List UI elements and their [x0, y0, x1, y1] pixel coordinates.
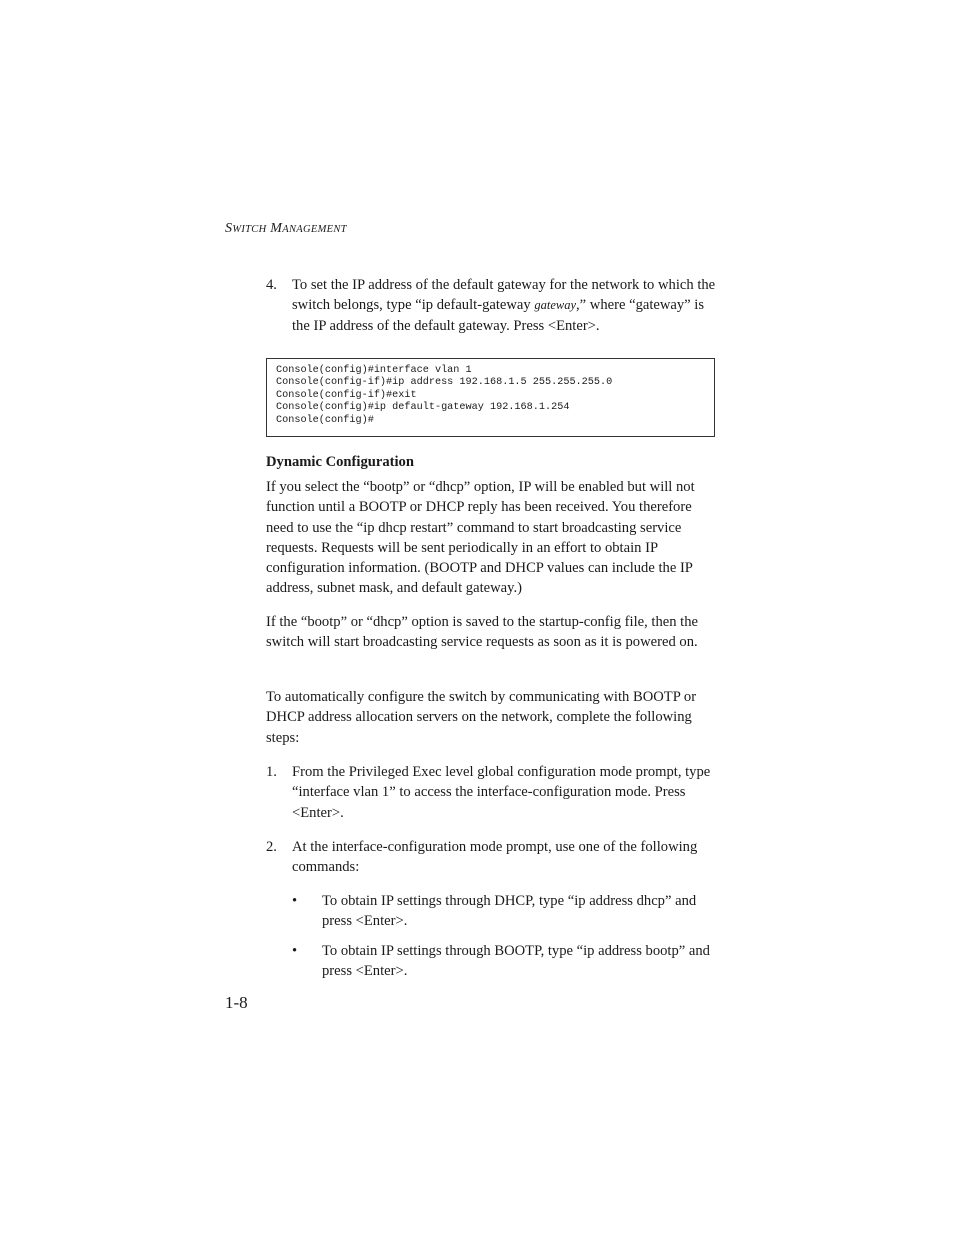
bullet-text: To obtain IP settings through DHCP, type “ip address dhcp” and press <Enter>. [322, 893, 697, 930]
code-block [266, 358, 715, 437]
bullet-mark: • [292, 943, 298, 959]
paragraph-2: If the “bootp” or “dhcp” option is saved to the startup-config file, then the switch will start broadcasting service requests as soon as it is powered on. [266, 614, 699, 651]
step-1 [266, 762, 718, 823]
header-cap-2: M [270, 221, 283, 236]
step-4-text [292, 275, 718, 336]
running-header [225, 221, 347, 237]
code-line: Console(config)# [276, 414, 374, 426]
bullet-bootp [292, 941, 718, 982]
section-heading: Dynamic Configuration [266, 454, 414, 470]
code-line: Console(config-if)#exit [276, 389, 417, 401]
bullet-mark: • [292, 893, 298, 909]
step-4-text-after: ,” where “gateway” is the IP address of the default gateway. Press <Enter>. [292, 297, 705, 334]
header-cap-1: S [225, 221, 233, 236]
step-4-text-before: To set the IP address of the default gateway for the network to which the switch belongs, type “ip default-gateway [292, 277, 716, 314]
bullet-dhcp [292, 891, 718, 932]
step-1-text: From the Privileged Exec level global configuration mode prompt, type “interface vlan 1” to access the interface-configuration mode. Press <Enter>. [292, 764, 711, 821]
code-line: Console(config)#ip default-gateway 192.168.1.254 [276, 402, 570, 414]
code-line: Console(config-if)#ip address 192.168.1.5 255.255.255.0 [276, 377, 613, 389]
paragraph-1: If you select the “bootp” or “dhcp” option, IP will be enabled but will not function until a BOOTP or DHCP reply has been received. You therefore need to use the “ip dhcp restart” command to start broadcasting service requests. Requests will be sent periodically in an effort to obtain IP configuration information. (BOOTP and DHCP values can include the IP address, subnet mask, and default gateway.) [266, 479, 695, 597]
step-2-text: At the interface-configuration mode prompt, use one of the following commands: [292, 839, 698, 876]
page-number: 1-8 [225, 993, 248, 1012]
step-2-number: 2. [266, 839, 277, 855]
step-1-number: 1. [266, 764, 277, 780]
code-line: Console(config)#interface vlan 1 [276, 365, 472, 376]
step-2 [266, 837, 718, 878]
bullet-text: To obtain IP settings through BOOTP, type “ip address bootp” and press <Enter>. [322, 943, 710, 980]
paragraph-3: To automatically configure the switch by communicating with BOOTP or DHCP address allocation servers on the network, complete the following steps: [266, 689, 697, 746]
step-4-text-italic: gateway [534, 298, 577, 313]
step-4-number: 4. [266, 277, 277, 293]
header-rest-2: ANAGEMENT [282, 224, 347, 235]
header-rest-1: WITCH [232, 224, 267, 235]
step-4 [266, 275, 718, 336]
